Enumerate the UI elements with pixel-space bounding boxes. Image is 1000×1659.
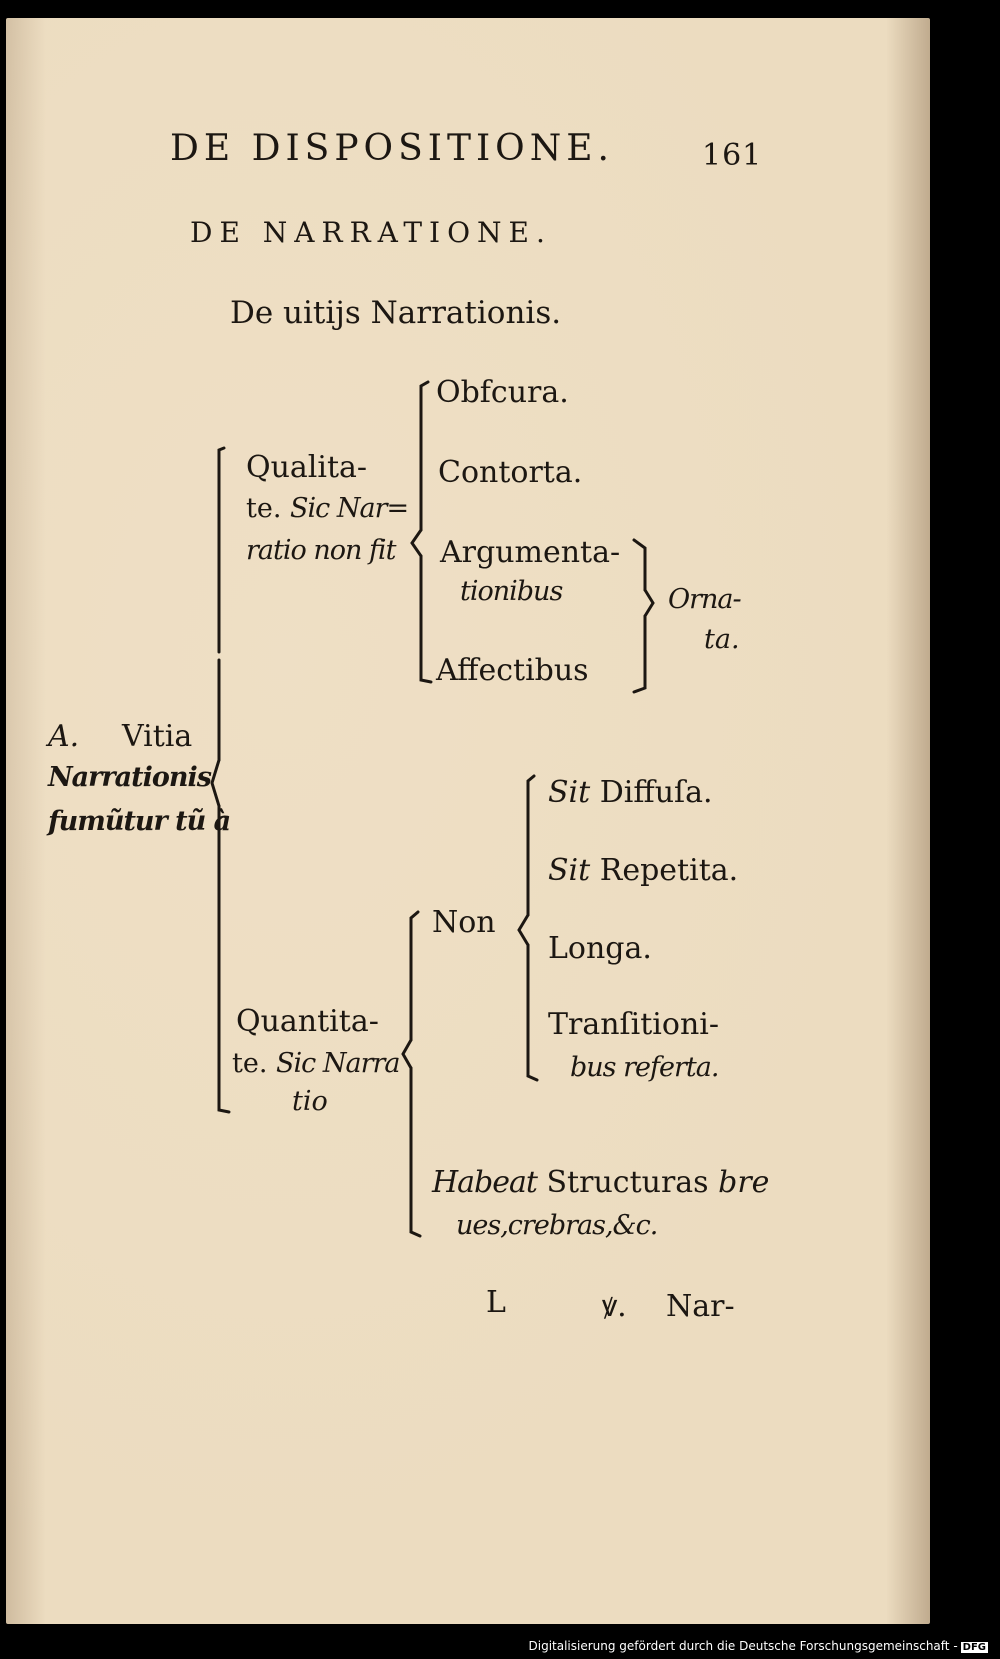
item-obscura: Obfcura. bbox=[436, 375, 569, 410]
dfg-logo: DFG bbox=[962, 1642, 986, 1653]
habeat-line1 bbox=[432, 1165, 770, 1200]
non-item-3 bbox=[548, 931, 652, 966]
non-item-2-italic: Sit bbox=[548, 853, 591, 888]
item-tionibus: tionibus bbox=[460, 576, 563, 607]
qualitate-line1: Qualita- bbox=[246, 450, 368, 485]
non-item-4 bbox=[548, 1007, 720, 1042]
non-item-5: bus referta. bbox=[570, 1052, 719, 1083]
item-contorta: Contorta. bbox=[438, 455, 583, 490]
abbreviation-mark: ꝟ. bbox=[602, 1289, 627, 1324]
root-line3: fumũtur tũ à bbox=[48, 806, 231, 837]
signature-mark: L bbox=[486, 1285, 506, 1320]
running-title: DE DISPOSITIONE. bbox=[170, 128, 614, 169]
habeat-italic: Habeat bbox=[432, 1165, 537, 1200]
qualitate-line2-roman: te. bbox=[246, 493, 282, 524]
non-item-2-roman: Repetita. bbox=[599, 853, 739, 888]
non-item-3-roman: Longa. bbox=[548, 931, 652, 966]
habeat-tail: bre bbox=[718, 1165, 770, 1200]
quantitate-line3: tio bbox=[292, 1086, 328, 1117]
root-marker: A. bbox=[48, 719, 80, 754]
qualitate-line3: ratio non fit bbox=[246, 535, 396, 566]
quantitate-line2 bbox=[232, 1050, 399, 1077]
root-line2: Narrationis bbox=[48, 762, 211, 793]
item-argumenta: Argumenta- bbox=[440, 535, 621, 570]
habeat-line2: ues,crebras,&c. bbox=[456, 1210, 658, 1241]
digitization-note bbox=[529, 1639, 989, 1653]
quantitate-line2-italic: Sic Narra bbox=[276, 1048, 400, 1079]
non-item-1-roman: Diffuſa. bbox=[599, 775, 713, 810]
non-item-2 bbox=[548, 853, 739, 888]
ornata-line2: ta. bbox=[704, 624, 740, 655]
non-label: Non bbox=[432, 905, 496, 940]
non-item-4-roman: Tranſitioni- bbox=[548, 1007, 720, 1042]
page-number: 161 bbox=[702, 138, 763, 173]
qualitate-line2-italic: Sic Nar= bbox=[290, 493, 409, 524]
section-title: DE NARRATIONE. bbox=[190, 216, 552, 249]
catchword: Nar- bbox=[666, 1289, 735, 1324]
habeat-roman: Structuras bbox=[546, 1165, 709, 1200]
digitization-text: Digitalisierung gefördert durch die Deutsche Forschungsgemeinschaft - bbox=[528, 1639, 958, 1653]
non-item-1-italic: Sit bbox=[548, 775, 591, 810]
quantitate-line2-roman: te. bbox=[232, 1048, 268, 1079]
qualitate-line2 bbox=[246, 495, 408, 522]
subsection-title: De uitijs Narrationis. bbox=[230, 295, 562, 331]
item-affectibus: Affectibus bbox=[436, 653, 589, 688]
quantitate-line1: Quantita- bbox=[236, 1004, 379, 1039]
root-line1: Vitia bbox=[122, 719, 193, 754]
ornata-line1: Orna- bbox=[668, 584, 741, 615]
non-item-1 bbox=[548, 775, 713, 810]
